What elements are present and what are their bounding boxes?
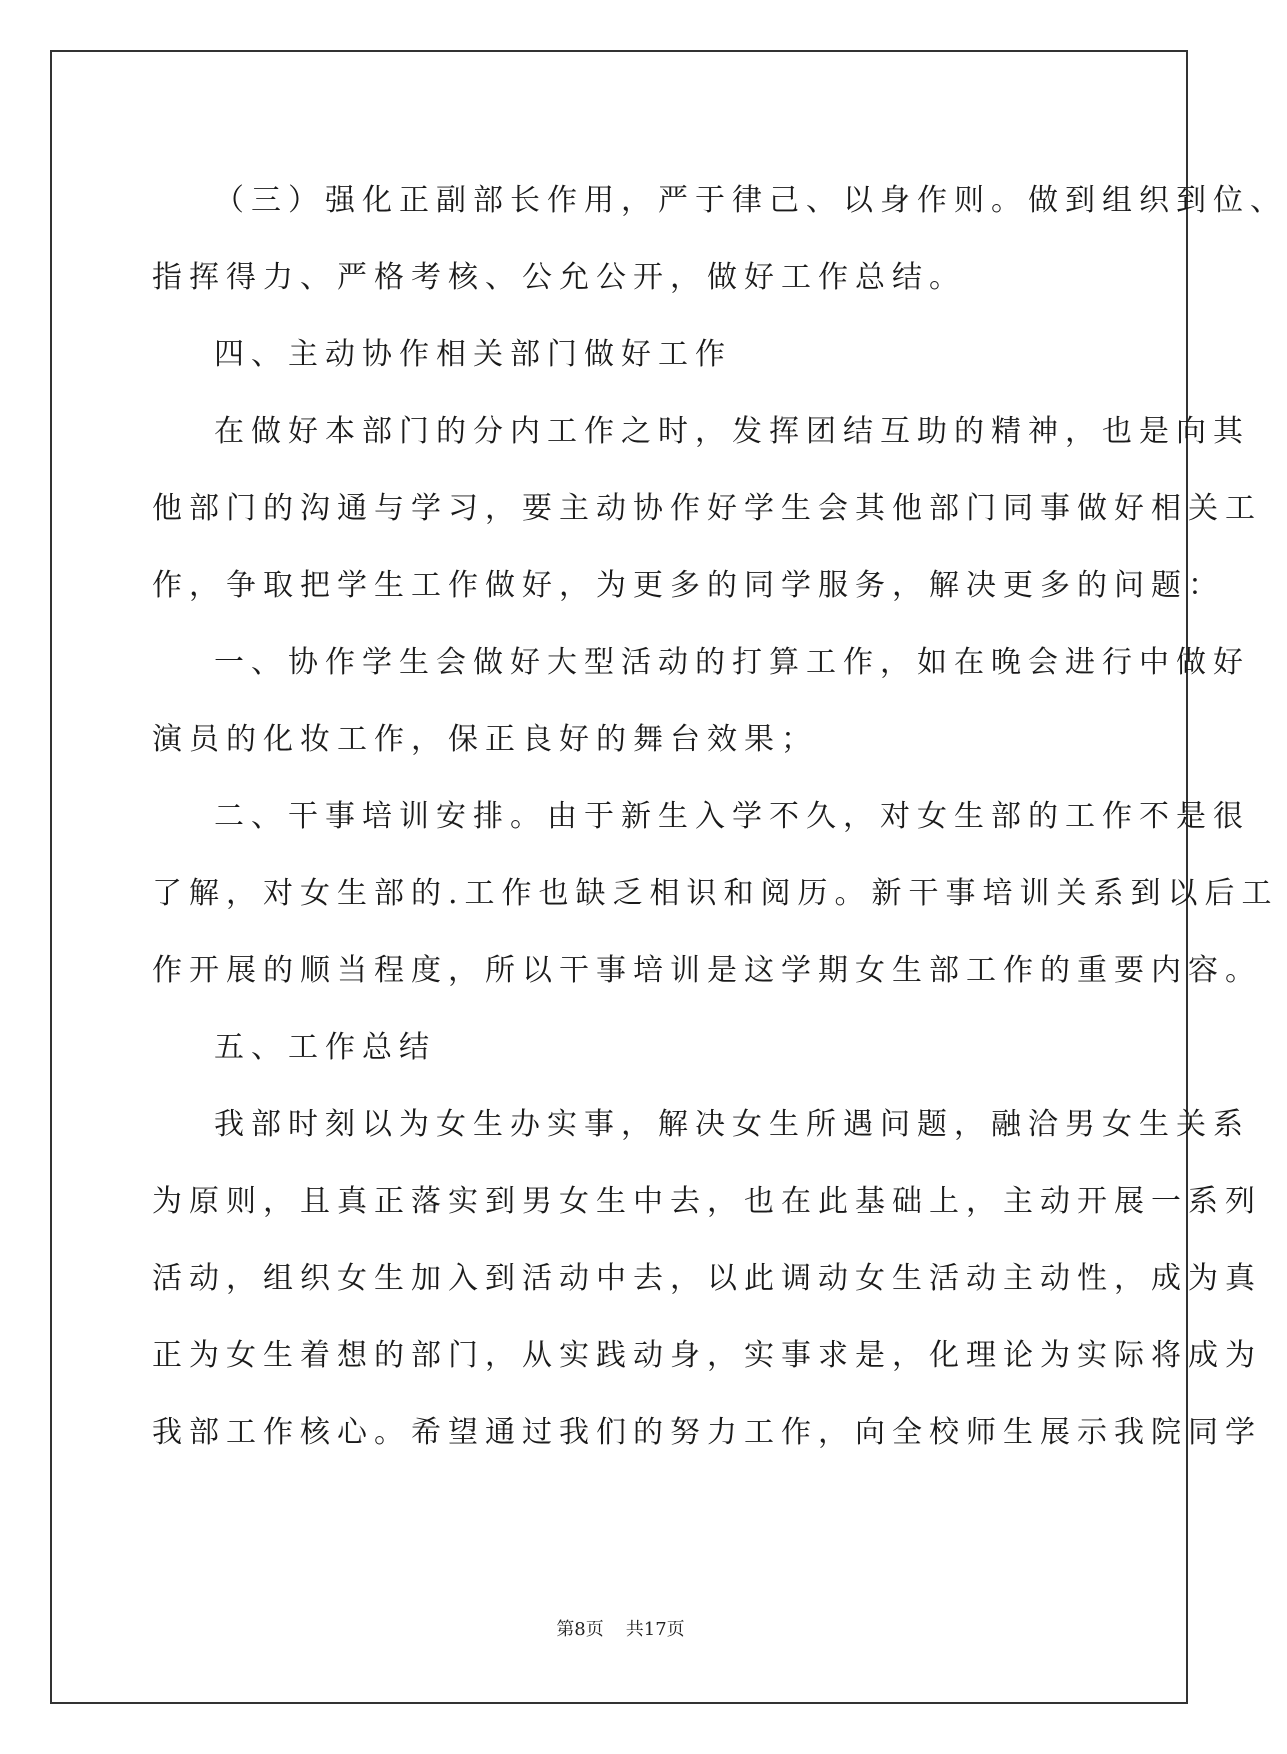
text-line: （三）强化正副部长作用，严于律己、以身作则。做到组织到位、 — [214, 183, 1287, 218]
text-line: 作，争取把学生工作做好，为更多的同学服务，解决更多的问题： — [152, 568, 1225, 603]
text-line: 演员的化妆工作，保正良好的舞台效果； — [152, 722, 818, 757]
text-line: 了解，对女生部的.工作也缺乏相识和阅历。新干事培训关系到以后工 — [152, 876, 1279, 911]
text-line: 五、工作总结 — [214, 1030, 436, 1065]
text-line: 四、主动协作相关部门做好工作 — [214, 337, 732, 372]
text-line: 活动，组织女生加入到活动中去，以此调动女生活动主动性，成为真 — [152, 1261, 1262, 1296]
text-line: 一、协作学生会做好大型活动的打算工作，如在晚会进行中做好 — [214, 645, 1250, 680]
total-page-count: 共17页 — [625, 1619, 685, 1640]
text-line: 我部工作核心。希望通过我们的努力工作，向全校师生展示我院同学 — [152, 1415, 1262, 1450]
text-line: 作开展的顺当程度，所以干事培训是这学期女生部工作的重要内容。 — [152, 953, 1262, 988]
text-line: 二、干事培训安排。由于新生入学不久，对女生部的工作不是很 — [214, 799, 1250, 834]
text-line: 他部门的沟通与学习，要主动协作好学生会其他部门同事做好相关工 — [152, 491, 1262, 526]
text-line: 在做好本部门的分内工作之时，发挥团结互助的精神，也是向其 — [214, 414, 1250, 449]
text-line: 正为女生着想的部门，从实践动身，实事求是，化理论为实际将成为 — [152, 1338, 1262, 1373]
text-line: 我部时刻以为女生办实事，解决女生所遇问题，融洽男女生关系 — [214, 1107, 1250, 1142]
text-line: 为原则，且真正落实到男女生中去，也在此基础上，主动开展一系列 — [152, 1184, 1262, 1219]
document-body — [152, 162, 1287, 1471]
page-footer — [0, 1615, 1241, 1641]
current-page-number: 第8页 — [556, 1619, 604, 1640]
text-line: 指挥得力、严格考核、公允公开，做好工作总结。 — [152, 260, 966, 295]
